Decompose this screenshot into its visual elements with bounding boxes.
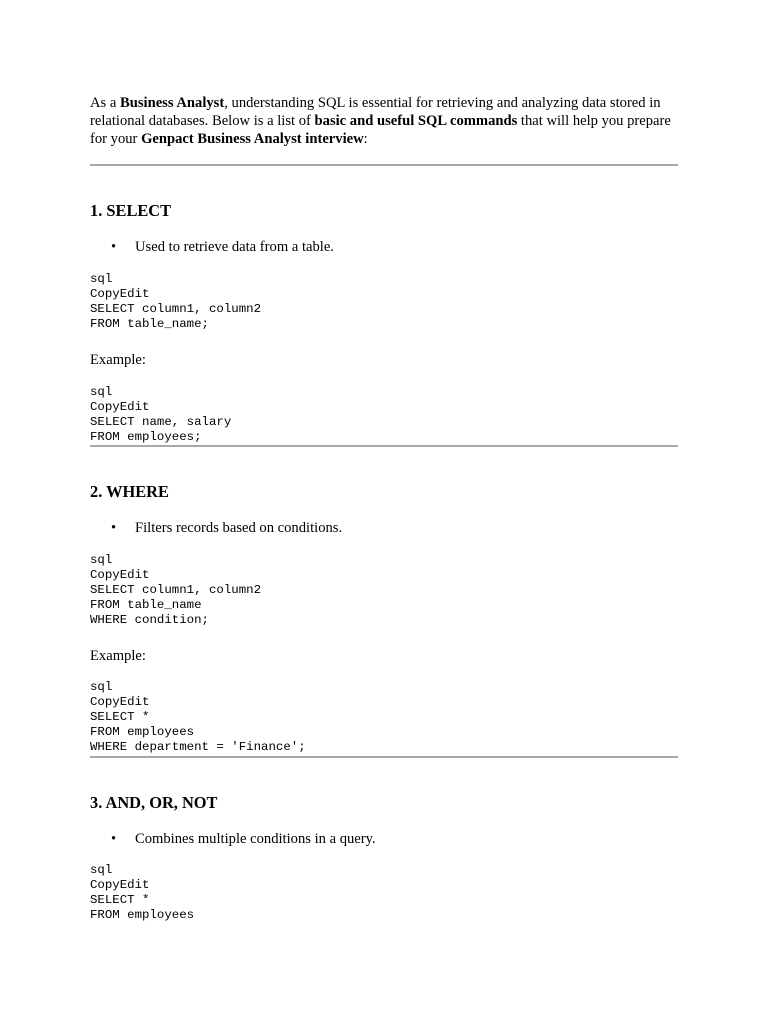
code-line: SELECT column1, column2 <box>90 301 262 316</box>
code-line: sql <box>90 553 113 567</box>
code-line: WHERE condition; <box>90 612 209 627</box>
intro-bold-sql-commands: basic and useful SQL commands <box>314 113 518 129</box>
intro-text-4: : <box>363 131 368 147</box>
bullet-text: Combines multiple conditions in a query. <box>135 831 376 847</box>
bullet-text: Used to retrieve data from a table. <box>135 239 334 255</box>
example-code-where <box>90 680 306 755</box>
divider <box>90 445 678 447</box>
section-heading-select: 1. SELECT <box>90 201 172 220</box>
code-line: CopyEdit <box>90 567 150 582</box>
divider <box>90 164 678 166</box>
intro-text-3: that will help you prepare for your <box>90 113 671 147</box>
intro-bold-interview: Genpact Business Analyst interview <box>141 131 364 147</box>
code-line: CopyEdit <box>90 877 150 892</box>
intro-text-2: , understanding SQL is essential for retrieving and analyzing data stored in relational databases. Below is a list of <box>90 95 661 129</box>
example-label-where: Example: <box>90 648 146 664</box>
code-line: FROM table_name <box>90 597 202 612</box>
example-label-select: Example: <box>90 352 146 368</box>
intro-bold-business-analyst: Business Analyst <box>120 95 225 111</box>
bullet-dot-icon: • <box>111 239 117 255</box>
intro-text-1: As a <box>90 95 120 111</box>
bullet-dot-icon: • <box>111 520 117 536</box>
code-line: sql <box>90 863 113 877</box>
code-line: SELECT * <box>90 709 150 724</box>
divider <box>90 756 678 758</box>
code-block-and-or-not <box>90 863 194 923</box>
section-bullet-select <box>111 238 334 256</box>
code-line: FROM employees <box>90 907 195 922</box>
code-line: CopyEdit <box>90 286 150 301</box>
example-code-select <box>90 385 231 445</box>
code-line: FROM employees <box>90 724 195 739</box>
code-line: SELECT * <box>90 892 150 907</box>
code-block-select <box>90 272 261 332</box>
code-line: CopyEdit <box>90 399 150 414</box>
code-line: FROM table_name; <box>90 316 209 331</box>
bullet-text: Filters records based on conditions. <box>135 520 343 536</box>
code-line: WHERE department = 'Finance'; <box>90 739 306 754</box>
code-line: sql <box>90 385 113 399</box>
code-line: SELECT column1, column2 <box>90 582 262 597</box>
code-line: sql <box>90 680 113 694</box>
bullet-dot-icon: • <box>111 831 117 847</box>
code-block-where <box>90 553 261 628</box>
code-line: sql <box>90 272 113 286</box>
section-heading-and-or-not: 3. AND, OR, NOT <box>90 793 218 812</box>
intro-paragraph <box>90 94 680 148</box>
section-heading-where: 2. WHERE <box>90 482 169 501</box>
section-bullet-and-or-not <box>111 830 376 848</box>
code-line: SELECT name, salary <box>90 414 232 429</box>
code-line: CopyEdit <box>90 694 150 709</box>
section-bullet-where <box>111 519 342 537</box>
code-line: FROM employees; <box>90 429 202 444</box>
